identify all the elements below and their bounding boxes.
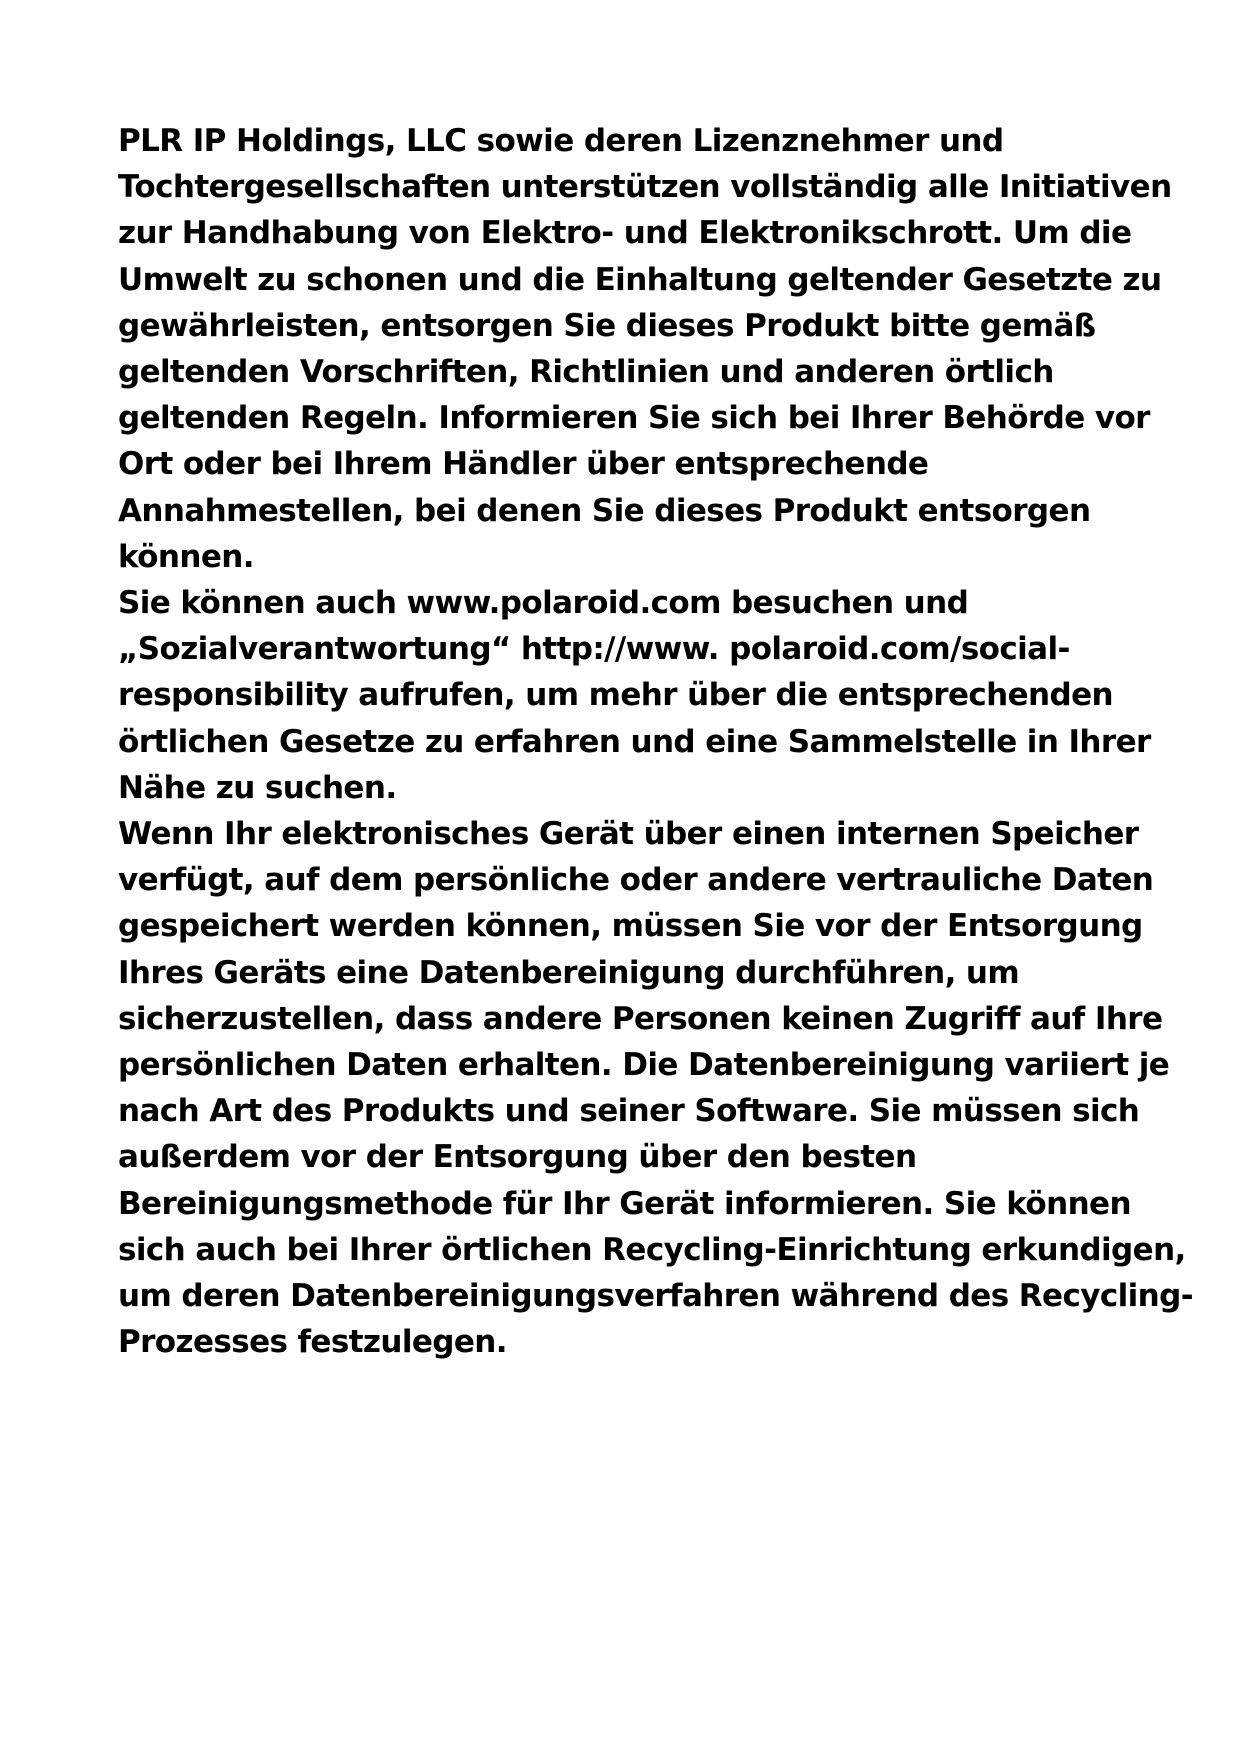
text-line: sich auch bei Ihrer örtlichen Recycling-Einrichtung erkundigen, xyxy=(118,1231,1186,1268)
text-line: „Sozialverantwortung“ http://www. polaroid.com/social- xyxy=(118,631,1070,668)
text-line: Sie können auch www.polaroid.com besuchen und xyxy=(118,585,969,622)
text-line: responsibility aufrufen, um mehr über die entsprechenden xyxy=(118,677,1114,714)
text-line: sicherzustellen, dass andere Personen keinen Zugriff auf Ihre xyxy=(118,1000,1163,1037)
text-line: örtlichen Gesetze zu erfahren und eine Sammelstelle in Ihrer xyxy=(118,723,1151,760)
text-line: Nähe zu suchen. xyxy=(118,769,397,806)
text-line: außerdem vor der Entsorgung über den besten xyxy=(118,1139,917,1176)
paragraph-data-sanitization xyxy=(118,811,1193,1365)
text-line: Ort oder bei Ihrem Händler über entsprechende xyxy=(118,446,929,483)
document-body xyxy=(118,118,1193,1365)
text-line: können. xyxy=(118,538,254,575)
paragraph-website xyxy=(118,580,1151,811)
text-line: Wenn Ihr elektronisches Gerät über einen internen Speicher xyxy=(118,816,1139,853)
text-line: PLR IP Holdings, LLC sowie deren Lizenznehmer und xyxy=(118,123,1004,159)
text-line: gewährleisten, entsorgen Sie dieses Produkt bitte gemäß xyxy=(118,307,1096,344)
text-line: Prozesses festzulegen. xyxy=(118,1324,507,1361)
text-line: verfügt, auf dem persönliche oder andere vertrauliche Daten xyxy=(118,862,1154,899)
text-line: nach Art des Produkts und seiner Software. Sie müssen sich xyxy=(118,1093,1140,1130)
text-line: persönlichen Daten erhalten. Die Datenbereinigung variiert je xyxy=(118,1047,1170,1084)
text-line: Bereinigungsmethode für Ihr Gerät informieren. Sie können xyxy=(118,1185,1131,1222)
text-line: um deren Datenbereinigungsverfahren während des Recycling- xyxy=(118,1278,1193,1315)
text-line: Annahmestellen, bei denen Sie dieses Produkt entsorgen xyxy=(118,492,1091,529)
text-line: gespeichert werden können, müssen Sie vor der Entsorgung xyxy=(118,908,1143,945)
paragraph-disposal xyxy=(118,118,1172,580)
text-line: zur Handhabung von Elektro- und Elektronikschrott. Um die xyxy=(118,215,1132,252)
text-line: geltenden Vorschriften, Richtlinien und anderen örtlich xyxy=(118,354,1054,391)
text-line: Tochtergesellschaften unterstützen vollständig alle Initiativen xyxy=(118,169,1172,206)
text-line: geltenden Regeln. Informieren Sie sich bei Ihrer Behörde vor xyxy=(118,400,1150,437)
text-line: Umwelt zu schonen und die Einhaltung geltender Gesetzte zu xyxy=(118,261,1162,298)
text-line: Ihres Geräts eine Datenbereinigung durchführen, um xyxy=(118,954,1020,991)
